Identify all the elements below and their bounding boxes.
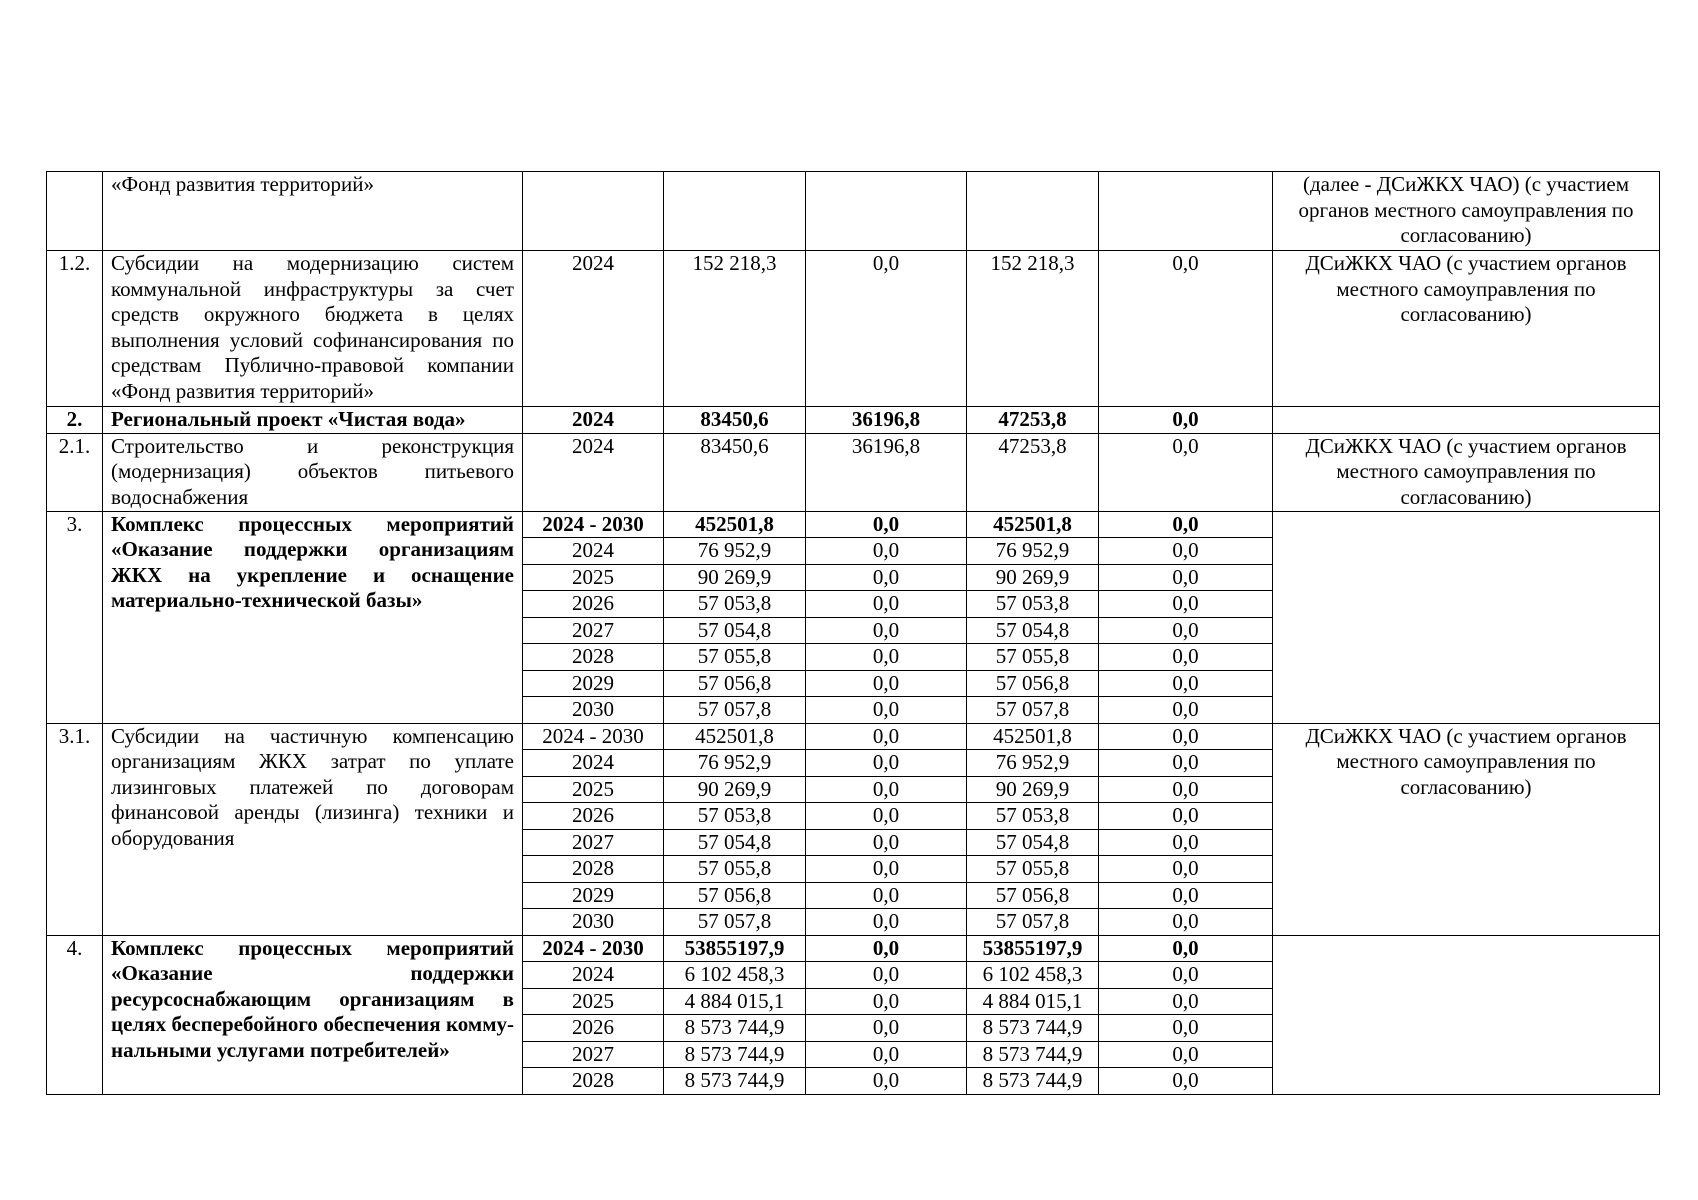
total-cell (664, 172, 806, 251)
total-cell: 90 269,9 (664, 776, 806, 803)
total-cell: 8 573 744,9 (664, 1068, 806, 1095)
total-cell: 57 054,8 (664, 617, 806, 644)
item-name: Комплекс процессных мероприятий «Оказание поддержки организациям ЖКХ на укрепление и оснащение материально-технической базы» (103, 511, 523, 723)
regional-cell: 57 054,8 (967, 617, 1099, 644)
federal-cell: 0,0 (806, 935, 967, 962)
responsible-cell: (далее - ДСиЖКХ ЧАО) (с участием органов местного самоуправления по согласованию) (1273, 172, 1660, 251)
regional-cell: 53855197,9 (967, 935, 1099, 962)
regional-cell: 90 269,9 (967, 776, 1099, 803)
regional-cell: 47253,8 (967, 433, 1099, 511)
year-cell: 2029 (523, 882, 664, 909)
budget-table (46, 171, 1660, 1095)
regional-cell: 57 057,8 (967, 697, 1099, 724)
year-cell: 2024 (523, 251, 664, 407)
item-name: Строительство и реконструкция (модернизация) объектов питьевого водоснабжения (103, 433, 523, 511)
regional-cell: 57 054,8 (967, 829, 1099, 856)
responsible-cell: ДСиЖКХ ЧАО (с участием органов местного самоуправления по согласованию) (1273, 433, 1660, 511)
local-cell: 0,0 (1099, 617, 1273, 644)
regional-cell: 57 056,8 (967, 882, 1099, 909)
year-cell: 2026 (523, 1015, 664, 1042)
local-cell (1099, 172, 1273, 251)
year-cell: 2025 (523, 564, 664, 591)
responsible-cell: ДСиЖКХ ЧАО (с участием органов местного самоуправления по согласованию) (1273, 251, 1660, 407)
regional-cell: 8 573 744,9 (967, 1041, 1099, 1068)
total-cell: 57 057,8 (664, 909, 806, 936)
item-name: Региональный проект «Чистая вода» (103, 407, 523, 434)
table-row (47, 433, 1660, 511)
year-cell: 2024 - 2030 (523, 723, 664, 750)
total-cell: 76 952,9 (664, 750, 806, 777)
total-cell: 4 884 015,1 (664, 988, 806, 1015)
federal-cell: 0,0 (806, 882, 967, 909)
federal-cell: 0,0 (806, 988, 967, 1015)
table-row (47, 935, 1660, 962)
year-cell: 2029 (523, 670, 664, 697)
regional-cell: 452501,8 (967, 723, 1099, 750)
local-cell: 0,0 (1099, 511, 1273, 538)
year-cell: 2026 (523, 591, 664, 618)
year-cell: 2030 (523, 697, 664, 724)
regional-cell: 76 952,9 (967, 538, 1099, 565)
federal-cell: 0,0 (806, 617, 967, 644)
federal-cell: 0,0 (806, 1041, 967, 1068)
responsible-cell (1273, 407, 1660, 434)
local-cell: 0,0 (1099, 909, 1273, 936)
regional-cell: 90 269,9 (967, 564, 1099, 591)
table-row (47, 172, 1660, 251)
year-cell: 2027 (523, 829, 664, 856)
federal-cell: 36196,8 (806, 433, 967, 511)
federal-cell: 0,0 (806, 723, 967, 750)
total-cell: 152 218,3 (664, 251, 806, 407)
local-cell: 0,0 (1099, 670, 1273, 697)
federal-cell: 0,0 (806, 564, 967, 591)
year-cell: 2024 (523, 407, 664, 434)
item-number: 1.2. (47, 251, 103, 407)
responsible-cell (1273, 511, 1660, 723)
year-cell: 2030 (523, 909, 664, 936)
local-cell: 0,0 (1099, 1015, 1273, 1042)
total-cell: 90 269,9 (664, 564, 806, 591)
total-cell: 76 952,9 (664, 538, 806, 565)
regional-cell: 8 573 744,9 (967, 1015, 1099, 1042)
regional-cell: 57 057,8 (967, 909, 1099, 936)
item-number: 2.1. (47, 433, 103, 511)
federal-cell: 0,0 (806, 1068, 967, 1095)
federal-cell: 0,0 (806, 856, 967, 883)
item-name: Комплекс процессных мероприятий «Оказание поддержки ресурсоснабжающим организациям в целях бесперебойного обеспечения комму-нальными услугами потребителей» (103, 935, 523, 1094)
federal-cell: 0,0 (806, 251, 967, 407)
total-cell: 6 102 458,3 (664, 962, 806, 989)
year-cell: 2024 (523, 538, 664, 565)
regional-cell: 47253,8 (967, 407, 1099, 434)
year-cell: 2026 (523, 803, 664, 830)
federal-cell: 0,0 (806, 591, 967, 618)
federal-cell: 0,0 (806, 697, 967, 724)
year-cell: 2024 (523, 962, 664, 989)
total-cell: 452501,8 (664, 723, 806, 750)
total-cell: 57 053,8 (664, 591, 806, 618)
year-cell: 2028 (523, 856, 664, 883)
federal-cell: 0,0 (806, 644, 967, 671)
federal-cell: 36196,8 (806, 407, 967, 434)
year-cell: 2025 (523, 988, 664, 1015)
local-cell: 0,0 (1099, 803, 1273, 830)
federal-cell: 0,0 (806, 511, 967, 538)
local-cell: 0,0 (1099, 856, 1273, 883)
year-cell: 2028 (523, 644, 664, 671)
regional-cell: 57 053,8 (967, 591, 1099, 618)
year-cell: 2028 (523, 1068, 664, 1095)
year-cell: 2027 (523, 1041, 664, 1068)
year-cell: 2027 (523, 617, 664, 644)
total-cell: 83450,6 (664, 407, 806, 434)
federal-cell: 0,0 (806, 829, 967, 856)
federal-cell: 0,0 (806, 750, 967, 777)
regional-cell: 57 056,8 (967, 670, 1099, 697)
table-row (47, 511, 1660, 538)
item-name: Субсидии на частичную компенсацию организациям ЖКХ затрат по уплате лизинговых платежей по договорам финансовой аренды (лизинга) техники и оборудования (103, 723, 523, 935)
year-cell: 2025 (523, 776, 664, 803)
total-cell: 57 056,8 (664, 882, 806, 909)
item-number: 3. (47, 511, 103, 723)
local-cell: 0,0 (1099, 407, 1273, 434)
federal-cell: 0,0 (806, 670, 967, 697)
total-cell: 57 057,8 (664, 697, 806, 724)
responsible-cell: ДСиЖКХ ЧАО (с участием органов местного самоуправления по согласованию) (1273, 723, 1660, 935)
total-cell: 452501,8 (664, 511, 806, 538)
total-cell: 53855197,9 (664, 935, 806, 962)
total-cell: 57 055,8 (664, 856, 806, 883)
program-groups (47, 511, 1660, 1094)
local-cell: 0,0 (1099, 988, 1273, 1015)
local-cell: 0,0 (1099, 251, 1273, 407)
table-row (47, 407, 1660, 434)
regional-cell: 4 884 015,1 (967, 988, 1099, 1015)
local-cell: 0,0 (1099, 882, 1273, 909)
total-cell: 8 573 744,9 (664, 1041, 806, 1068)
year-cell: 2024 - 2030 (523, 511, 664, 538)
responsible-cell (1273, 935, 1660, 1094)
local-cell: 0,0 (1099, 697, 1273, 724)
year-cell: 2024 (523, 750, 664, 777)
item-name: «Фонд развития территорий» (103, 172, 523, 251)
regional-cell: 452501,8 (967, 511, 1099, 538)
local-cell: 0,0 (1099, 829, 1273, 856)
table-row (47, 251, 1660, 407)
federal-cell: 0,0 (806, 909, 967, 936)
item-number: 4. (47, 935, 103, 1094)
local-cell: 0,0 (1099, 1041, 1273, 1068)
total-cell: 83450,6 (664, 433, 806, 511)
local-cell: 0,0 (1099, 538, 1273, 565)
local-cell: 0,0 (1099, 776, 1273, 803)
federal-cell: 0,0 (806, 776, 967, 803)
total-cell: 57 055,8 (664, 644, 806, 671)
total-cell: 57 053,8 (664, 803, 806, 830)
total-cell: 57 056,8 (664, 670, 806, 697)
federal-cell: 0,0 (806, 962, 967, 989)
regional-cell: 76 952,9 (967, 750, 1099, 777)
federal-cell (806, 172, 967, 251)
year-cell: 2024 (523, 433, 664, 511)
local-cell: 0,0 (1099, 564, 1273, 591)
total-cell: 57 054,8 (664, 829, 806, 856)
regional-cell: 57 053,8 (967, 803, 1099, 830)
regional-cell: 8 573 744,9 (967, 1068, 1099, 1095)
federal-cell: 0,0 (806, 803, 967, 830)
local-cell: 0,0 (1099, 750, 1273, 777)
federal-cell: 0,0 (806, 538, 967, 565)
item-number: 2. (47, 407, 103, 434)
local-cell: 0,0 (1099, 591, 1273, 618)
item-number: 3.1. (47, 723, 103, 935)
local-cell: 0,0 (1099, 433, 1273, 511)
item-number (47, 172, 103, 251)
regional-cell: 6 102 458,3 (967, 962, 1099, 989)
local-cell: 0,0 (1099, 1068, 1273, 1095)
regional-cell: 57 055,8 (967, 644, 1099, 671)
regional-cell: 152 218,3 (967, 251, 1099, 407)
regional-cell: 57 055,8 (967, 856, 1099, 883)
table-row (47, 723, 1660, 750)
local-cell: 0,0 (1099, 644, 1273, 671)
year-cell (523, 172, 664, 251)
item-name: Субсидии на модернизацию систем коммунальной инфраструктуры за счет средств окружного бюджета в целях выполнения условий софинансирования по средствам Публично-правовой компании «Фонд развития территорий» (103, 251, 523, 407)
local-cell: 0,0 (1099, 962, 1273, 989)
federal-cell: 0,0 (806, 1015, 967, 1042)
year-cell: 2024 - 2030 (523, 935, 664, 962)
local-cell: 0,0 (1099, 935, 1273, 962)
total-cell: 8 573 744,9 (664, 1015, 806, 1042)
regional-cell (967, 172, 1099, 251)
local-cell: 0,0 (1099, 723, 1273, 750)
